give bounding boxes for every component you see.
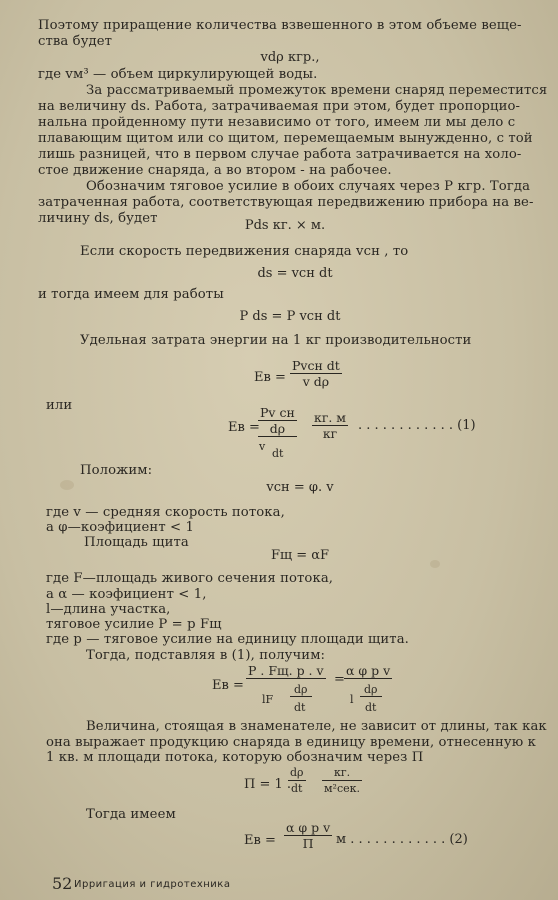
text-line: и тогда имеем для работы: [38, 287, 224, 302]
fraction-numerator: α φ p v: [286, 820, 331, 835]
units-numerator: кг.: [322, 765, 362, 781]
formula-pi-lhs: П = 1 .: [244, 777, 292, 792]
formula-fsh: Fщ = αF: [270, 548, 330, 563]
text-line: Удельная затрата энергии на 1 кг производительности: [80, 333, 472, 348]
formula-pi-units: [322, 765, 362, 796]
formula-e2-v: v: [259, 440, 266, 453]
formula-e3-dt2: dt: [365, 701, 377, 714]
formula-ds: ds = vсн dt: [257, 266, 333, 281]
formula-e2-lhs: Eв =: [228, 420, 260, 435]
journal-title: Ирригация и гидротехника: [74, 879, 231, 890]
text-line: Тогда, подставляя в (1), получим:: [86, 648, 326, 663]
text-line: 1 кв. м площади потока, которую обозначим через П: [46, 750, 424, 765]
text-line: а α — коэфициент < 1,: [46, 587, 207, 602]
text-line: плавающим щитом или со щитом, перемещаемым вынужденно, с той: [38, 131, 533, 146]
fraction-denominator: dt: [291, 782, 303, 795]
fraction-numerator: P . Fщ. p . v: [248, 663, 324, 678]
equation-number-1: . . . . . . . . . . . . (1): [358, 418, 476, 433]
formula-pds-vsn: P ds = P vсн dt: [239, 309, 341, 324]
text-line: личину ds, будет: [38, 211, 158, 226]
formula-e2-dt: dt: [272, 447, 284, 460]
formula-e3-lF: lF: [262, 693, 274, 706]
formula-e1-lhs: Eв =: [254, 370, 286, 385]
text-line: Обозначим тяговое усилие в обоих случаях через P кгр. Тогда: [86, 179, 531, 194]
formula-e3-drho2: dρ: [360, 683, 382, 697]
fraction-denominator: v dρ: [302, 374, 330, 389]
text-line: l—длина участка,: [46, 602, 171, 617]
formula-e3-lhs: Eв =: [212, 678, 244, 693]
formula-vdp: vdρ кгр.,: [260, 50, 320, 65]
text-line: а φ—коэфициент < 1: [46, 520, 194, 535]
text-line: Если скорость передвижения снаряда vсн , то: [80, 244, 409, 259]
formula-e4-fraction: [284, 820, 332, 851]
text-line: где v — средняя скорость потока,: [46, 505, 285, 520]
fraction-denominator: dρ: [258, 421, 297, 437]
text-line: нальна пройденному пути независимо от того, имеем ли мы дело с: [38, 115, 516, 130]
text-line: где F—площадь живого сечения потока,: [46, 571, 334, 586]
text-line: ства будет: [38, 34, 113, 49]
units-denominator: кг: [322, 426, 338, 441]
text-line: За рассматриваемый промежуток времени снаряд переместится: [86, 83, 548, 98]
fraction-numerator: Pvсн dt: [292, 358, 340, 373]
formula-e3-fraction2: [344, 663, 392, 679]
formula-e3-l: l: [350, 693, 354, 706]
formula-e2-fraction: [258, 405, 297, 437]
text-line: стое движение снаряда, а во втором - на рабочее.: [38, 163, 392, 178]
fraction-numerator: Pv сн: [260, 405, 295, 420]
formula-e3-dt: dt: [294, 701, 306, 714]
formula-e2-units: [312, 410, 348, 441]
text-line: где vм³ — объем циркулирующей воды.: [38, 67, 318, 82]
text-line: Положим:: [80, 463, 153, 478]
text-line: Площадь щита: [84, 535, 189, 550]
text-line: затраченная работа, соответствующая передвижению прибора на ве-: [38, 195, 534, 210]
text-line: Величина, стоящая в знаменателе, не зависит от длины, так как: [86, 719, 547, 734]
text-line: или: [46, 398, 73, 413]
text-line: где p — тяговое усилие на единицу площади щита.: [46, 632, 409, 647]
text-line: на величину ds. Работа, затрачиваемая при этом, будет пропорцио-: [38, 99, 521, 114]
formula-pi-fraction: [288, 765, 306, 796]
equation-number-2: м . . . . . . . . . . . . (2): [336, 832, 468, 847]
text-line: Тогда имеем: [86, 807, 176, 822]
text-line: она выражает продукцию снаряда в единицу времени, отнесенную к: [46, 735, 537, 750]
page-number: 52: [52, 874, 73, 893]
formula-e3-fraction: [246, 663, 326, 679]
text-line: тяговое усилие P = p Fщ: [46, 617, 222, 632]
formula-pds: Pds кг. × м.: [244, 218, 326, 233]
units-denominator: м²сек.: [324, 782, 361, 795]
formula-e3-equals: =: [334, 672, 345, 687]
paper-stain: [60, 480, 74, 490]
paper-stain: [430, 560, 440, 568]
units-numerator: кг. м: [314, 410, 347, 425]
formula-vsn: vсн = φ. v: [266, 480, 334, 495]
fraction-numerator: dρ: [290, 766, 304, 779]
text-line: Поэтому приращение количества взвешенного в этом объеме веще-: [38, 18, 522, 33]
fraction-denominator: П: [302, 836, 314, 851]
fraction-numerator: α φ p v: [346, 663, 391, 678]
text-line: лишь разницей, что в первом случае работа затрачивается на холо-: [38, 147, 522, 162]
formula-e3-drho: dρ: [290, 683, 312, 697]
formula-e1-fraction: [290, 358, 342, 389]
formula-e4-lhs: Eв =: [244, 833, 276, 848]
